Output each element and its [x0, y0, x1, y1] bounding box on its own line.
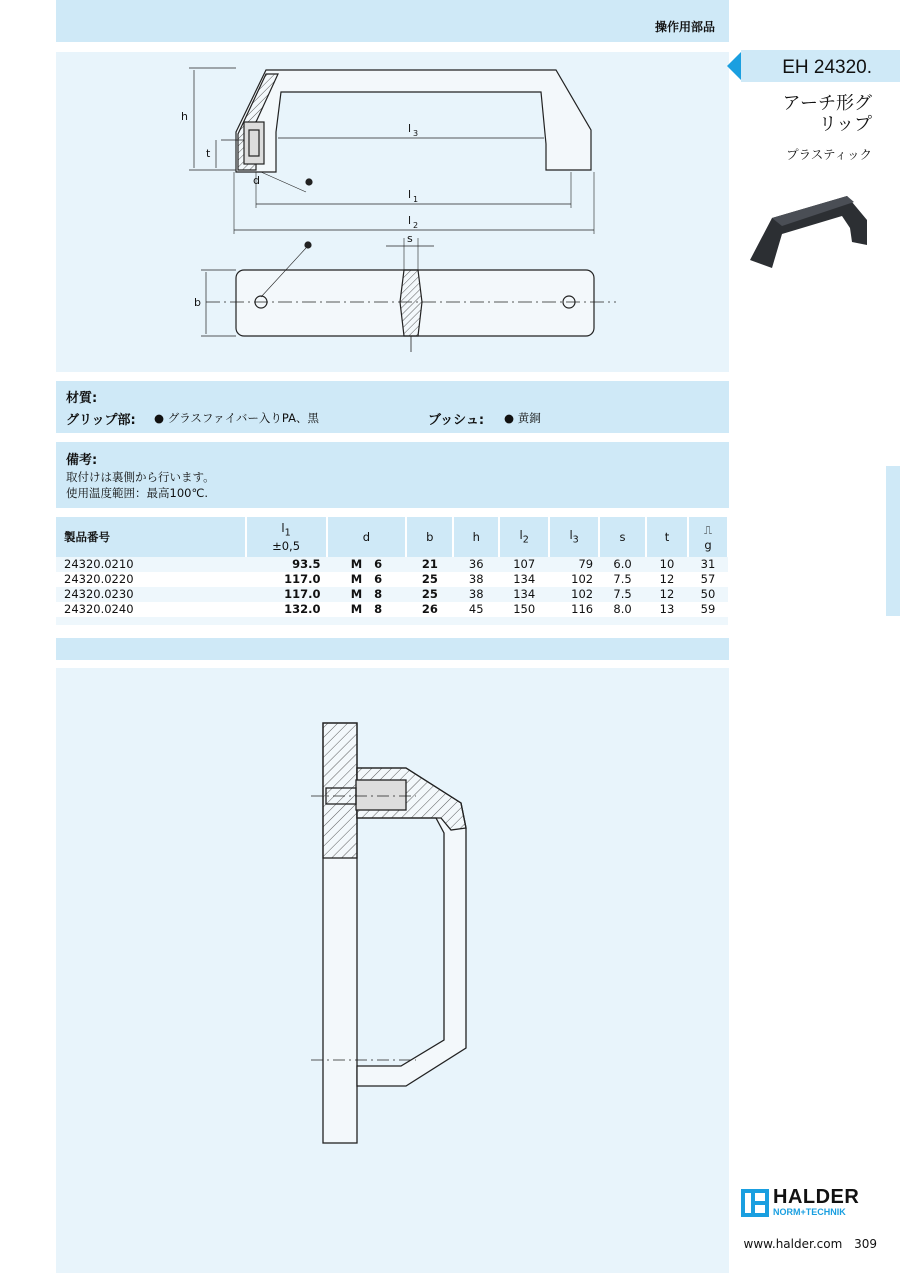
product-title: [783, 93, 872, 135]
material-panel: [56, 381, 729, 433]
product-title-line2: リップ: [818, 114, 872, 135]
remarks-line2: 使用温度範囲：最高100℃.: [66, 486, 209, 500]
b-cell: 25: [421, 572, 438, 586]
s-cell: 7.5: [613, 572, 632, 586]
weight-cell: 57: [700, 572, 716, 586]
part-cell: 24320.0220: [64, 572, 134, 586]
remarks-panel: [56, 442, 729, 508]
weight-icon: ⎍: [703, 522, 712, 537]
grip-value: ● グラスファイバー入りPA、黒: [154, 411, 319, 425]
material-heading: 材質:: [66, 391, 98, 406]
table-row: [56, 587, 728, 602]
s-cell: 8.0: [613, 602, 632, 616]
dim-h-label: h: [181, 110, 188, 123]
l1-cell: 117.0: [284, 572, 321, 586]
product-title-line1: アーチ形グ: [782, 93, 872, 114]
grip-label: グリップ部:: [66, 413, 136, 428]
b-cell: 25: [421, 587, 438, 601]
brand-logo: [741, 1187, 876, 1219]
brand-tagline: NORM+TECHNIK: [773, 1207, 846, 1217]
bush-label: ブッシュ:: [428, 413, 485, 428]
dim-d-label: d: [253, 174, 260, 187]
l3-cell: 102: [571, 587, 594, 601]
l3-cell: 79: [578, 557, 594, 571]
weight-cell: 50: [700, 587, 716, 601]
dimension-table: [56, 517, 729, 625]
dim-t-label: t: [206, 147, 211, 160]
l1-cell: 132.0: [284, 602, 321, 616]
l2-cell: 150: [513, 602, 536, 616]
table-row: [56, 572, 728, 587]
category-label: 操作用部品: [654, 20, 715, 34]
product-code: EH 24320.: [782, 57, 872, 78]
table-header-row: [56, 517, 728, 557]
dim-l3-sub: 3: [413, 129, 419, 138]
col-weight: ⎍ g: [688, 517, 728, 557]
col-t: t: [646, 517, 688, 557]
code-arrow-icon: [727, 52, 741, 80]
table-row: [56, 557, 728, 572]
dim-b-label: b: [194, 296, 201, 309]
t-cell: 12: [659, 572, 675, 586]
separator-bar: [56, 638, 729, 660]
col-l3: $l_3$: [549, 517, 599, 557]
category-bar: [56, 0, 729, 42]
handle-side-view: [236, 70, 591, 172]
col-l1-tol: ±0,5: [272, 538, 301, 553]
weight-cell: 59: [700, 602, 716, 616]
col-part: 製品番号: [56, 517, 246, 557]
d-cell: M 6: [350, 557, 383, 571]
footer: [744, 1237, 877, 1251]
l2-cell: 134: [513, 587, 536, 601]
dim-l1-sub: 1: [413, 195, 419, 204]
part-cell: 24320.0210: [64, 557, 134, 571]
l3-cell: 116: [571, 602, 594, 616]
dimension-drawing-panel: [56, 52, 729, 372]
table-row-empty: [56, 617, 728, 625]
dim-l1-label: l: [408, 188, 412, 201]
l2-cell: 107: [513, 557, 536, 571]
l1-cell: 93.5: [292, 557, 321, 571]
h-cell: 45: [468, 602, 484, 616]
col-s: s: [599, 517, 646, 557]
col-h: h: [453, 517, 499, 557]
l1-cell: 117.0: [284, 587, 321, 601]
col-l2: $l_2$: [499, 517, 549, 557]
col-l1: $l_1$ ±0,5: [246, 517, 327, 557]
footer-url[interactable]: www.halder.com: [743, 1237, 843, 1251]
b-cell: 26: [421, 602, 438, 616]
s-cell: 6.0: [613, 557, 632, 571]
col-d: d: [327, 517, 407, 557]
installation-drawing-panel: [56, 668, 729, 1273]
remarks-heading: 備考:: [66, 453, 98, 468]
weight-cell: 31: [700, 557, 716, 571]
dimension-drawing: [56, 52, 729, 372]
remarks-line1: 取付けは裏側から行います。: [66, 470, 215, 484]
dim-l3-label: l: [408, 122, 412, 135]
product-subtitle: プラスティック: [786, 147, 872, 162]
installation-drawing: [56, 668, 729, 1273]
t-cell: 13: [659, 602, 675, 616]
d-cell: M 8: [350, 587, 383, 601]
dim-l2-label: l: [408, 214, 412, 227]
d-cell: M 8: [350, 602, 383, 616]
s-cell: 7.5: [613, 587, 632, 601]
page-number: 309: [854, 1237, 877, 1251]
side-tab: [886, 466, 900, 616]
t-cell: 10: [659, 557, 675, 571]
l2-cell: 134: [513, 572, 536, 586]
d-cell: M 6: [350, 572, 383, 586]
l3-cell: 102: [571, 572, 594, 586]
h-cell: 38: [468, 587, 484, 601]
h-cell: 36: [468, 557, 484, 571]
table-row: [56, 602, 728, 617]
product-photo: [742, 190, 882, 290]
col-b: b: [406, 517, 453, 557]
b-cell: 21: [421, 557, 438, 571]
dim-l2-sub: 2: [413, 221, 419, 230]
bush-value: ● 黄銅: [504, 411, 541, 425]
part-cell: 24320.0230: [64, 587, 134, 601]
brand-name: HALDER: [773, 1186, 860, 1208]
dim-s-label: s: [407, 232, 413, 245]
h-cell: 38: [468, 572, 484, 586]
part-cell: 24320.0240: [64, 602, 134, 616]
t-cell: 12: [659, 587, 675, 601]
